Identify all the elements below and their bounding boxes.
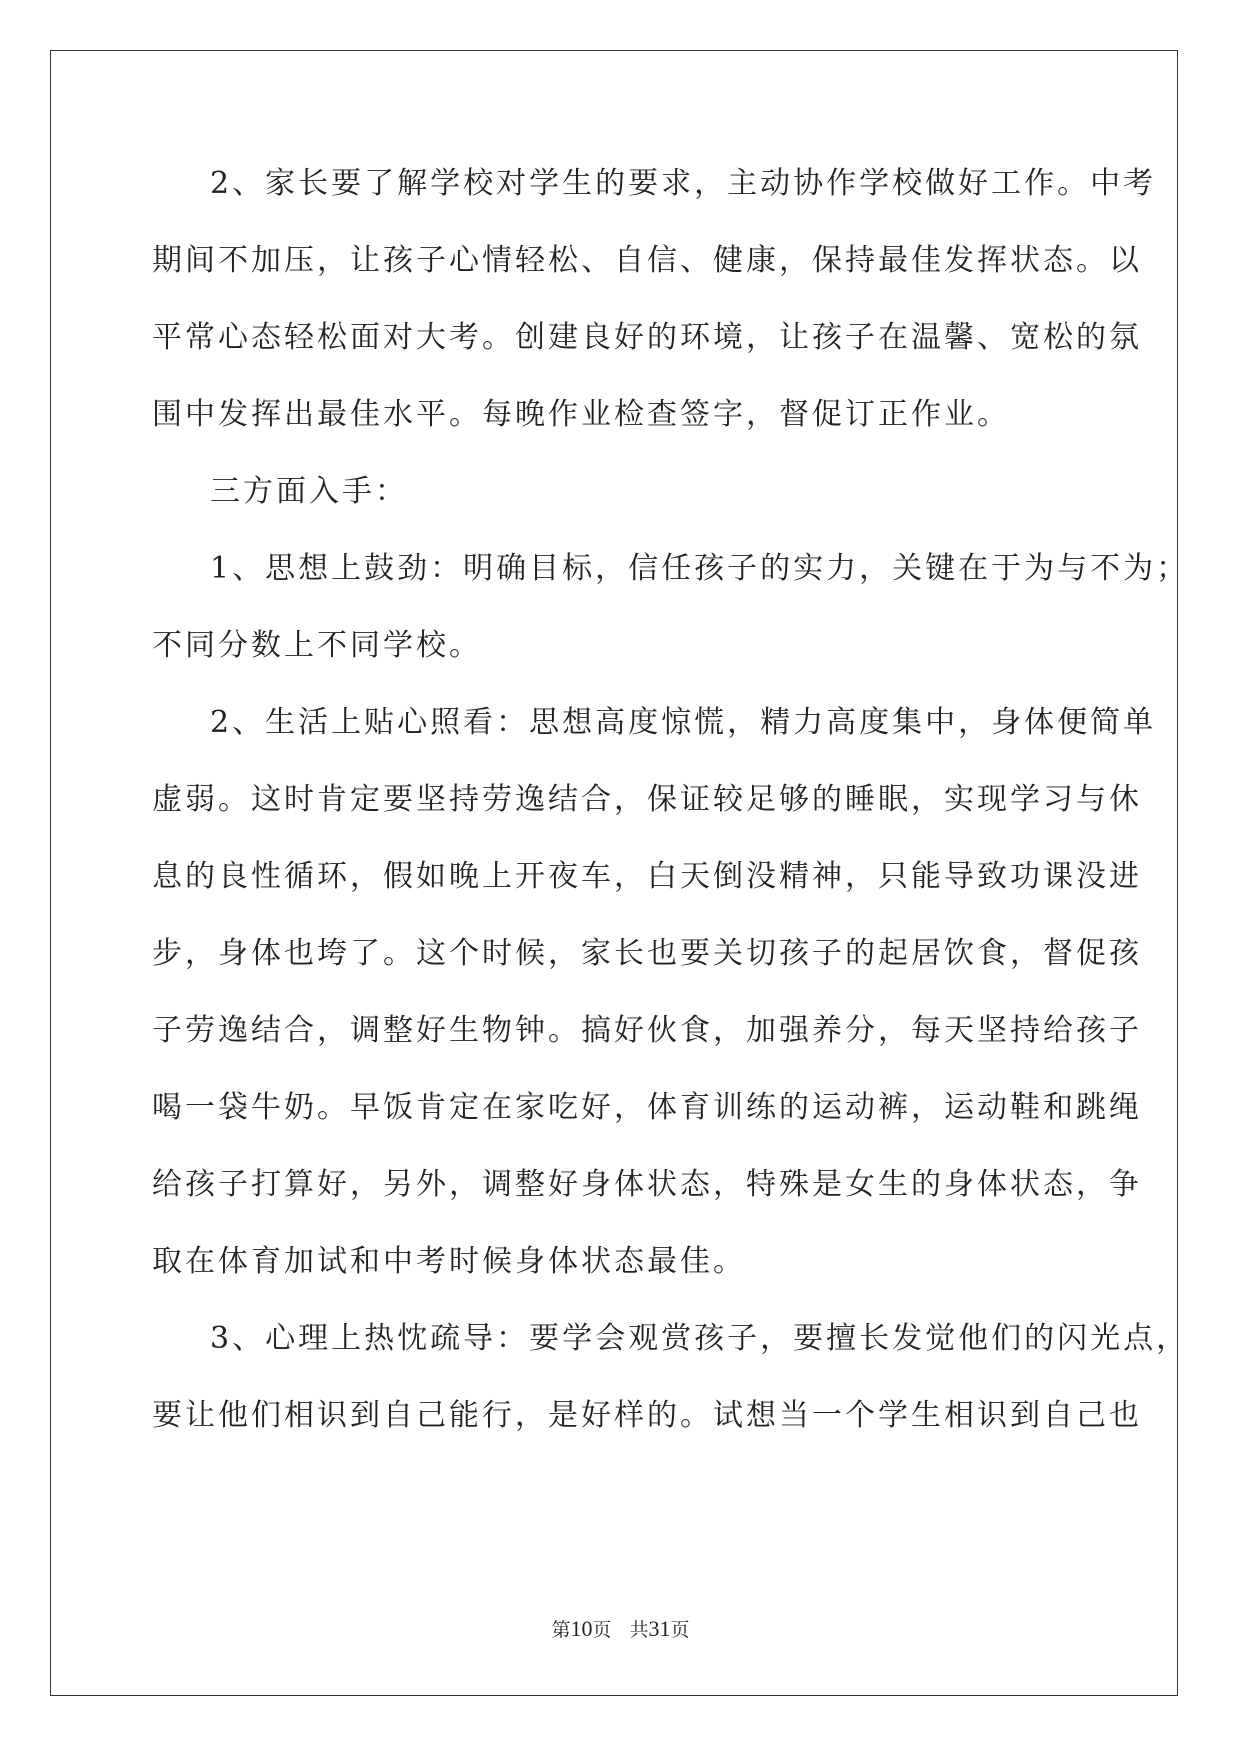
paragraph-line: 要让他们相识到自己能行，是好样的。试想当一个学生相识到自己也 <box>152 1398 1142 1433</box>
page-number-suffix: 页 <box>592 1619 612 1641</box>
paragraph-line: 步，身体也垮了。这个时候，家长也要关切孩子的起居饮食，督促孩 <box>152 936 1142 971</box>
paragraph-line: 平常心态轻松面对大考。创建良好的环境，让孩子在温馨、宽松的氛 <box>152 320 1142 355</box>
paragraph-line: 1、思想上鼓劲：明确目标，信任孩子的实力，关键在于为与不为； <box>210 551 1190 586</box>
paragraph-line: 围中发挥出最佳水平。每晚作业检查签字，督促订正作业。 <box>152 397 1010 432</box>
paragraph-line: 期间不加压，让孩子心情轻松、自信、健康，保持最佳发挥状态。以 <box>152 243 1142 278</box>
current-page-number: 10 <box>570 1616 593 1641</box>
paragraph-line: 2、生活上贴心照看：思想高度惊慌，精力高度集中，身体便简单 <box>210 705 1157 740</box>
page-number-prefix: 第 <box>551 1619 571 1641</box>
paragraph-line: 喝一袋牛奶。早饭肯定在家吃好，体育训练的运动裤，运动鞋和跳绳 <box>152 1090 1142 1125</box>
paragraph-line: 不同分数上不同学校。 <box>152 628 482 663</box>
paragraph-line: 3、心理上热忱疏导：要学会观赏孩子，要擅长发觉他们的闪光点， <box>210 1321 1190 1356</box>
paragraph-line: 三方面入手： <box>210 474 408 509</box>
paragraph-line: 给孩子打算好，另外，调整好身体状态，特殊是女生的身体状态，争 <box>152 1167 1142 1202</box>
paragraph-line: 2、家长要了解学校对学生的要求，主动协作学校做好工作。中考 <box>210 166 1157 201</box>
total-pages-suffix: 页 <box>670 1619 690 1641</box>
total-page-count: 31 <box>648 1616 671 1641</box>
page-footer <box>0 1617 1241 1642</box>
paragraph-line: 子劳逸结合，调整好生物钟。搞好伙食，加强养分，每天坚持给孩子 <box>152 1013 1142 1048</box>
total-pages-prefix: 共 <box>629 1619 649 1641</box>
paragraph-line: 息的良性循环，假如晚上开夜车，白天倒没精神，只能导致功课没进 <box>152 859 1142 894</box>
paragraph-line: 虚弱。这时肯定要坚持劳逸结合，保证较足够的睡眠，实现学习与休 <box>152 782 1142 817</box>
document-body <box>152 164 1190 1473</box>
paragraph-line: 取在体育加试和中考时候身体状态最佳。 <box>152 1244 746 1279</box>
